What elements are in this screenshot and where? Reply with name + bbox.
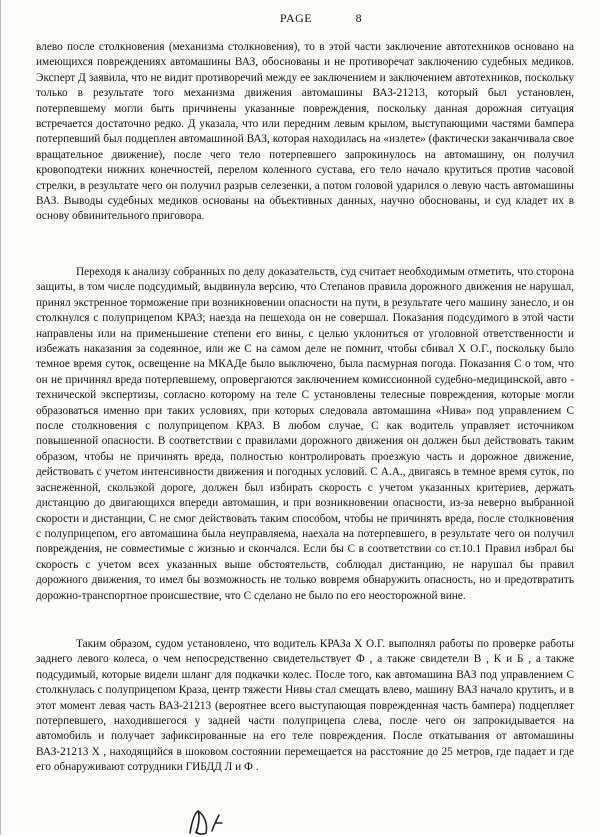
paragraph-continuation: влево после столкновения (механизма столкновения), то в этой части заключение автотехников основано на имеющихся повреждениях автомашины ВАЗ, обоснованы и не противоречат заключению судебных медиков. Эксперт Д заявила, что не видит противоречий между ее заключением и заключением автотехников, поскольку только в результате того механизма движения автомашины ВАЗ-21213, который был установлен, потерпевшему могли быть причинены указанные повреждения, поскольку данная дорожная ситуация встречается достаточно редко. Д указала, что или передним левым крылом, выступающими частями бампера потерпевший был подцеплен автомашиной ВАЗ, которая находилась на «излете» (фактически заканчивала свое вращательное движение), после чего тело потерпевшего запрокинулось на автомашину, он получил кровоподтеки нижних конечностей, перелом коленного сустава, его тело начало крутиться против часовой стрелки, в результате чего он получил разрыв селезенки, а потом головой ударился о левую часть автомашины ВАЗ. Выводы судебных медиков основаны на объективных данных, научно обоснованы, и суд кладет их в основу обвинительного приговора. [36, 41, 574, 223]
page-header [1, 11, 600, 26]
paragraph-court-findings: Таким образом, судом установлено, что водитель КРАЗа Х О.Г. выполнял работы по проверке работы заднего левого колеса, о чем непосредственно свидетельствует Ф , а также свидетели В , К и Б , а также подсудимый, которые видели шланг для подкачки колес. После того, как автомашина ВАЗ под управлением С столкнулась с полуприцепом Краза, центр тяжести Нивы стал смещать влево, машину ВАЗ начало крутить, и в этот момент левая часть ВАЗ-21213 (вероятнее всего выступающая поврежденная часть бампера) подцепляет потерпевшего, находившегося у задней части полуприцепа слева, после чего он запрокидывается на автомобиль и получает зафиксированные на его теле повреждения. После откатывания от автомашины ВАЗ-21213 Х , находящийся в шоковом состоянии перемещается на расстояние до 25 метров, где падает и где его обнаруживают сотрудники ГИБДД Л и Ф . [36, 638, 574, 774]
paragraph-evidence-analysis: Переходя к анализу собранных по делу доказательств, суд считает необходимым отметить, что сторона защиты, в том числе подсудимый, выдвинула версию, что Степанов правила дорожного движения не нарушал, принял экстренное торможение при возникновении опасности на пути, в результате чего машину занесло, и он столкнулся с полуприцепом КРАЗ; наезда на пешехода он не совершал. Показания подсудимого в этой части направлены или на применьшение степени его вины, с целью уклониться от уголовной ответственности и избежать наказания за содеянное, или же С на самом деле не помнит, чтобы сбивал Х О.Г., поскольку было темное время суток, освещение на МКАДе было выключено, была пасмурная погода. Показания С о том, что он не причинял вреда потерпевшему, опровергаются заключением комиссионной судебно-медицинской, авто - технической экспертизы, согласно которому на теле С установлены телесные повреждения, которые могли образоваться именно при таких условиях, при которых следовала автомашина «Нива» под управлением С после столкновения с полуприцепом КРАЗ. В любом случае, С как водитель управляет источником повышенной опасности. В соответствии с правилами дорожного движения он должен был действовать таким образом, чтобы не причинять вреда, полностью контролировать проезжую часть и дорожное движение, действовать с учетом интенсивности движения и погодных условий. С А.А., двигаясь в темное время суток, по заснеженной, скользкой дороге, должен был избирать скорость с учетом указанных критериев, держать дистанцию до двигающихся впереди автомашин, и при возникновении опасности, из-за неверно выбранной скорости и дистанции, С не смог действовать таким способом, чтобы не причинять вреда, после столкновения с полуприцепом, его автомашина была неуправляема, наехала на потерпевшего, в результате чего он получил повреждения, не совместимые с жизнью и скончался. Если бы С в соответствии со ст.10.1 Правил избрал бы скорость с учетом всех указанных выше обстоятельств, соблюдал дистанцию, не нарушал бы правил дорожного движения, то имел бы возможность не только вовремя обнаружить опасность, но и предотвратить дорожно-транспортное происшествие, что С сделано не было по его неосторожной вине. [36, 266, 574, 602]
page-label: PAGE [279, 11, 313, 25]
page-number: 8 [355, 11, 363, 25]
handwritten-signature [186, 805, 246, 837]
